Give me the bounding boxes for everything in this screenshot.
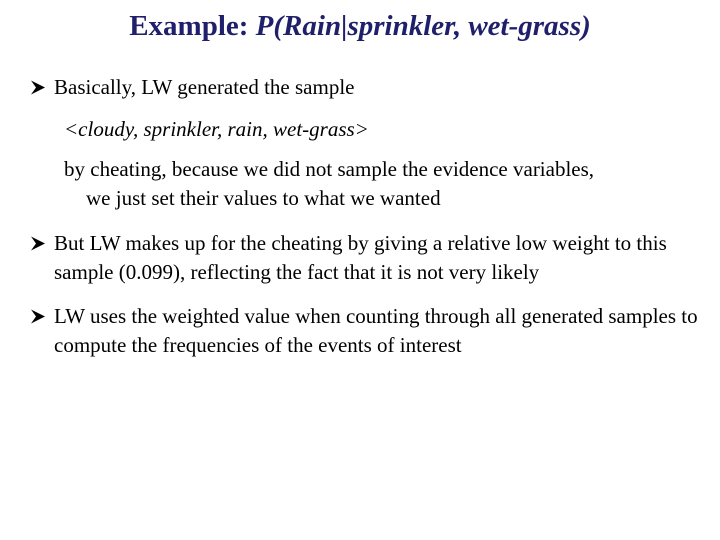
bullet-item-3 xyxy=(30,302,700,360)
bullet-text: But LW makes up for the cheating by giving a relative low weight to this sample (0.099), reflecting the fact that it is not very likely xyxy=(54,231,667,284)
title-prefix: Example: xyxy=(129,10,256,42)
bullet-text: LW uses the weighted value when counting through all generated samples to compute the frequencies of the events of interest xyxy=(54,304,698,357)
arrow-bullet-icon xyxy=(30,302,50,324)
bullet-item-1 xyxy=(30,73,700,102)
arrow-bullet-icon xyxy=(30,73,50,95)
title-formula: P(Rain|sprinkler, wet-grass) xyxy=(255,10,591,42)
sample-tuple: <cloudy, sprinkler, rain, wet-grass> xyxy=(64,117,369,141)
bullet-text: Basically, LW generated the sample xyxy=(54,75,355,99)
explanation-line-2: we just set their values to what we wanted xyxy=(86,186,441,210)
slide-title xyxy=(0,10,720,43)
explanation-line-1: by cheating, because we did not sample the evidence variables, xyxy=(64,157,595,181)
arrow-bullet-icon xyxy=(30,229,50,251)
explanation-text xyxy=(64,155,594,213)
bullet-item-2 xyxy=(30,229,700,287)
